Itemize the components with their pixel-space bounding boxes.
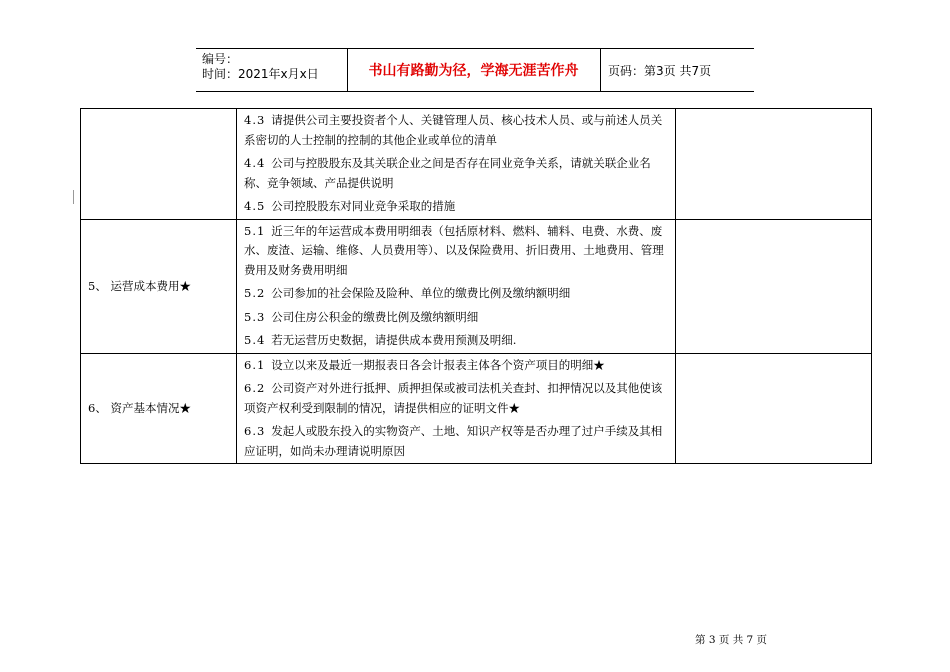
remarks-cell — [676, 353, 872, 464]
header-meta — [202, 52, 319, 82]
time-label: 时间：2021年x月x日 — [202, 67, 319, 81]
list-item — [237, 377, 675, 420]
header-motto: 书山有路勤为径，学海无涯苦作舟 — [368, 63, 579, 79]
list-item — [237, 306, 675, 330]
list-item — [237, 329, 675, 353]
category-cell: 6、 资产基本情况★ — [81, 353, 237, 464]
list-item — [237, 109, 675, 152]
item-number: 4.3 — [244, 113, 266, 127]
item-number: 4.5 — [244, 199, 266, 213]
item-text: 设立以来及最近一期报表日各会计报表主体各个资产项目的明细★ — [271, 357, 605, 372]
item-text: 请提供公司主要投资者个人、关键管理人员、核心技术人员、或与前述人员关系密切的人士控制的控制的其他企业或单位的清单 — [244, 113, 663, 147]
item-text: 公司资产对外进行抵押、质押担保或被司法机关查封、扣押情况以及其他使该项资产权利受到限制的情况，请提供相应的证明文件★ — [244, 381, 663, 415]
list-item — [237, 354, 675, 378]
table-row — [81, 353, 872, 464]
item-text: 公司参加的社会保险及险种、单位的缴费比例及缴纳额明细 — [271, 286, 571, 300]
category-cell: 5、 运营成本费用★ — [81, 219, 237, 353]
item-text: 公司与控股股东及其关联企业之间是否存在同业竞争关系，请就关联企业名称、竞争领域、产品提供说明 — [244, 156, 651, 190]
remarks-cell — [676, 109, 872, 220]
items-cell — [237, 109, 676, 220]
margin-mark — [73, 190, 74, 204]
item-text: 发起人或股东投入的实物资产、土地、知识产权等是否办理了过户手续及其相应证明，如尚未办理请说明原因 — [244, 424, 663, 458]
table-row — [81, 109, 872, 220]
item-text: 若无运营历史数据，请提供成本费用预测及明细. — [271, 333, 517, 347]
remarks-cell — [676, 219, 872, 353]
page-header — [196, 48, 754, 92]
item-number: 5.2 — [244, 286, 266, 300]
item-number: 6.3 — [244, 424, 266, 438]
header-divider — [600, 49, 601, 91]
items-cell — [237, 353, 676, 464]
list-item — [237, 195, 675, 219]
item-number: 6.1 — [244, 357, 266, 372]
list-item — [237, 420, 675, 463]
list-item — [237, 220, 675, 283]
item-number: 5.4 — [244, 333, 266, 347]
item-text: 近三年的年运营成本费用明细表（包括原材料、燃料、辅料、电费、水费、废水、废渣、运输、维修、人员费用等）、以及保险费用、折旧费用、土地费用、管理费用及财务费用明细 — [244, 223, 664, 277]
category-cell — [81, 109, 237, 220]
items-cell — [237, 219, 676, 353]
checklist-table — [80, 108, 872, 464]
item-number: 5.1 — [244, 223, 266, 238]
list-item — [237, 152, 675, 195]
page-footer: 第 3 页 共 7 页 — [695, 634, 768, 646]
item-text: 公司控股股东对同业竞争采取的措施 — [271, 199, 456, 213]
serial-label: 编号： — [202, 52, 239, 66]
list-item — [237, 282, 675, 306]
item-number: 6.2 — [244, 381, 266, 395]
item-number: 4.4 — [244, 156, 266, 170]
header-page-number: 页码：第3页 共7页 — [608, 63, 712, 78]
table-row — [81, 219, 872, 353]
item-number: 5.3 — [244, 309, 266, 324]
item-text: 公司住房公积金的缴费比例及缴纳额明细 — [271, 309, 479, 324]
